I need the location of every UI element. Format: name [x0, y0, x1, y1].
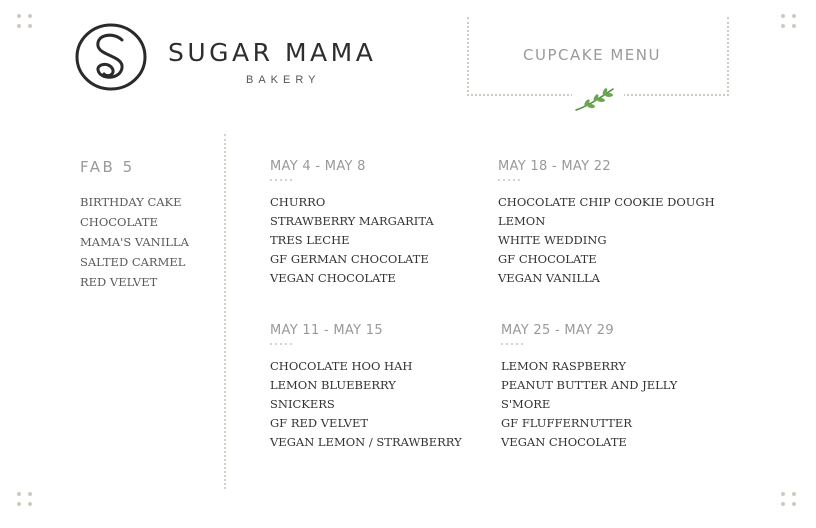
- week-title: MAY 25 - MAY 29: [501, 323, 614, 338]
- week-item: SNICKERS: [270, 397, 335, 411]
- week-title: MAY 4 - MAY 8: [270, 159, 366, 174]
- week-list: [501, 357, 677, 452]
- dot-separator-icon: [498, 179, 715, 185]
- week-item: CHURRO: [270, 195, 326, 209]
- week-item: WHITE WEDDING: [498, 233, 607, 247]
- column-divider: [224, 134, 226, 489]
- corner-dots-icon: [781, 14, 799, 30]
- week-item: GF FLUFFERNUTTER: [501, 416, 632, 430]
- week-title: MAY 11 - MAY 15: [270, 323, 383, 338]
- week-item: TRES LECHE: [270, 233, 350, 247]
- week-title: MAY 18 - MAY 22: [498, 159, 611, 174]
- fab-item: RED VELVET: [80, 275, 158, 289]
- week-item: S'MORE: [501, 397, 551, 411]
- fab-list: [80, 192, 189, 292]
- week-block: [270, 159, 434, 288]
- fab-title: FAB 5: [80, 158, 135, 176]
- brand-subtitle: BAKERY: [246, 74, 321, 86]
- week-block: [501, 323, 677, 452]
- week-list: [270, 357, 462, 452]
- week-item: GF GERMAN CHOCOLATE: [270, 252, 429, 266]
- week-item: VEGAN CHOCOLATE: [501, 435, 627, 449]
- week-block: [498, 159, 715, 288]
- fab-item: CHOCOLATE: [80, 215, 158, 229]
- week-item: GF RED VELVET: [270, 416, 369, 430]
- dot-separator-icon: [501, 343, 677, 349]
- dot-separator-icon: [270, 179, 434, 185]
- brand-name: SUGAR MAMA: [168, 38, 377, 67]
- week-item: PEANUT BUTTER AND JELLY: [501, 378, 678, 392]
- leaf-sprig-icon: [574, 86, 616, 112]
- fab-item: BIRTHDAY CAKE: [80, 195, 182, 209]
- week-block: [270, 323, 462, 452]
- swirl-s-logo-icon: [74, 22, 148, 92]
- week-item: LEMON: [498, 214, 546, 228]
- fab-item: MAMA'S VANILLA: [80, 235, 189, 249]
- menu-title: CUPCAKE MENU: [523, 46, 661, 64]
- week-item: LEMON BLUEBERRY: [270, 378, 396, 392]
- week-item: CHOCOLATE HOO HAH: [270, 359, 413, 373]
- corner-dots-icon: [781, 492, 799, 508]
- week-list: [270, 193, 434, 288]
- week-list: [498, 193, 715, 288]
- week-item: CHOCOLATE CHIP COOKIE DOUGH: [498, 195, 715, 209]
- dot-separator-icon: [270, 343, 462, 349]
- week-item: STRAWBERRY MARGARITA: [270, 214, 434, 228]
- week-item: VEGAN CHOCOLATE: [270, 271, 396, 285]
- week-item: LEMON RASPBERRY: [501, 359, 626, 373]
- week-item: VEGAN LEMON / STRAWBERRY: [270, 435, 462, 449]
- corner-dots-icon: [17, 14, 35, 30]
- week-item: VEGAN VANILLA: [498, 271, 600, 285]
- corner-dots-icon: [17, 492, 35, 508]
- week-item: GF CHOCOLATE: [498, 252, 597, 266]
- fab-item: SALTED CARMEL: [80, 255, 186, 269]
